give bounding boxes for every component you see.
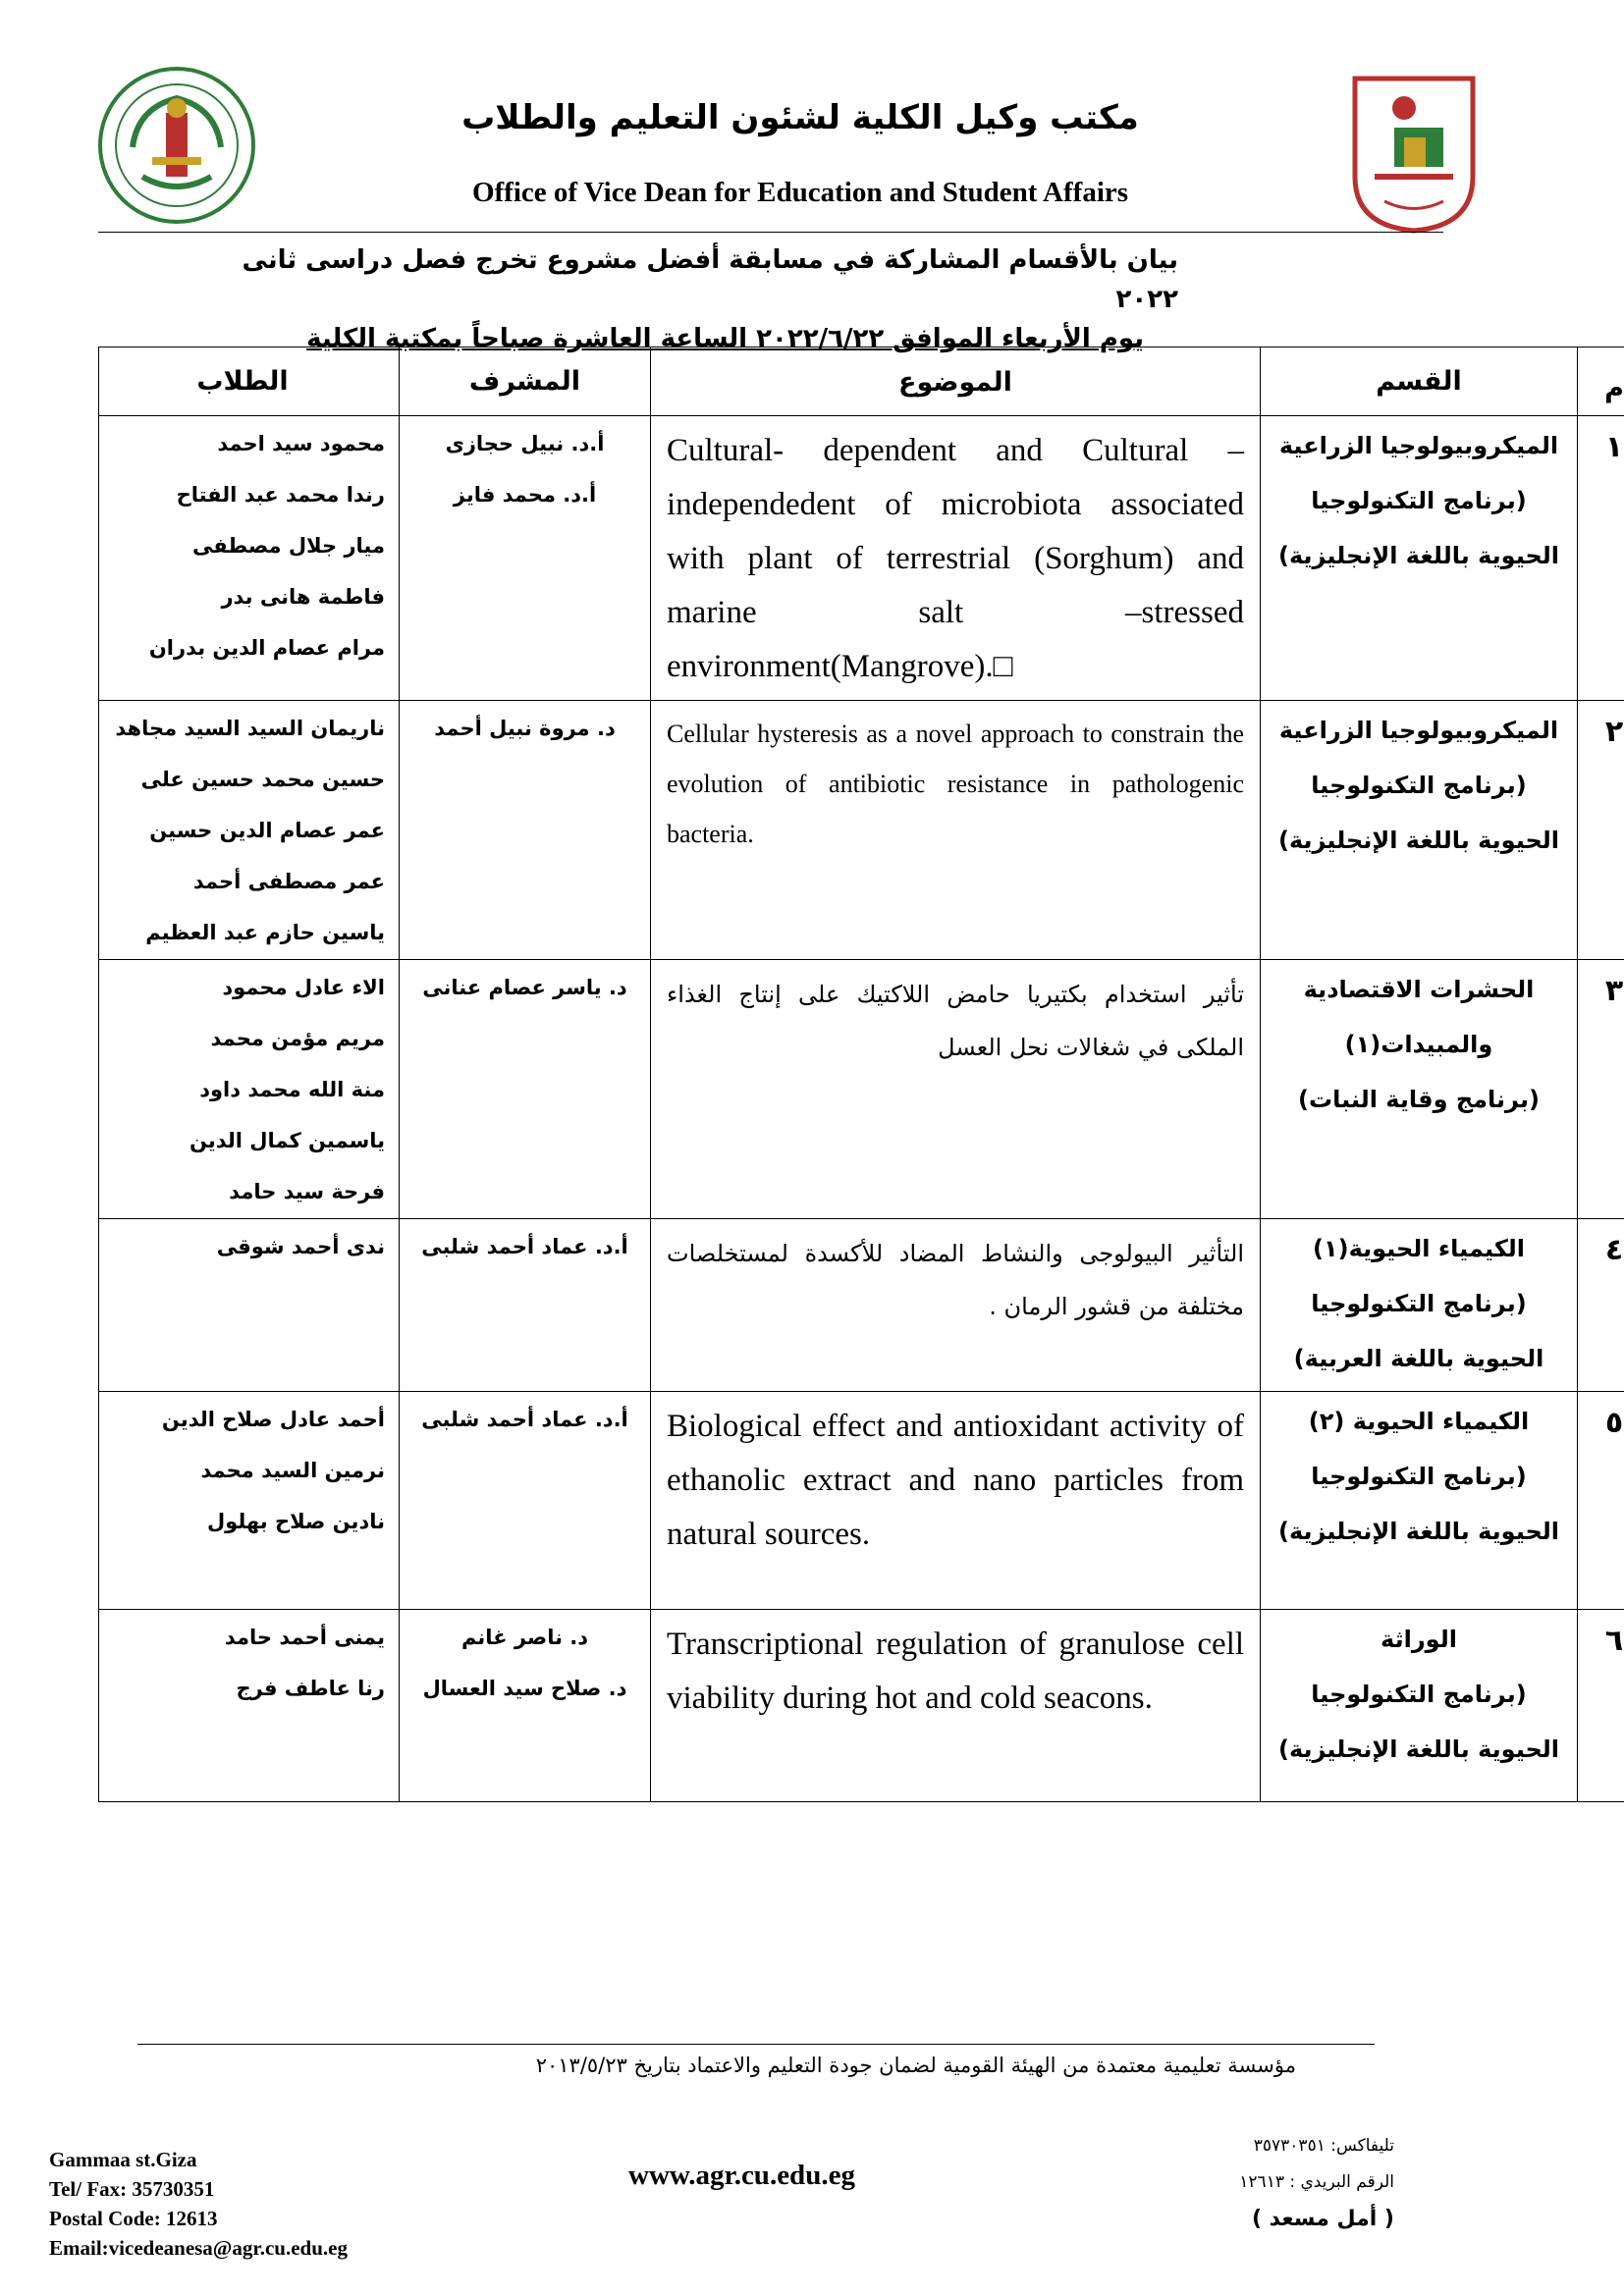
student-name: حسين محمد حسين على [140, 768, 385, 791]
header-divider [98, 232, 1443, 233]
table-row [99, 1610, 1624, 1802]
dept-line: الحيوية باللغة الإنجليزية) [1277, 827, 1560, 854]
row-supervisors [400, 701, 651, 960]
row-dept [1261, 1610, 1578, 1802]
row-num: ١ [1578, 416, 1624, 701]
dept-line: (برنامج التكنولوجيا [1311, 1463, 1527, 1490]
table-row [99, 416, 1624, 701]
dept-line: الحيوية باللغة الإنجليزية) [1277, 1735, 1560, 1763]
dept-line: والمبيدات(١) [1344, 1031, 1493, 1058]
supervisor-name: أ.د. محمد فايز [453, 483, 597, 507]
student-name: عمر مصطفى أحمد [192, 870, 385, 893]
email-line: Email:vicedeanesa@agr.cu.edu.eg [49, 2236, 348, 2260]
telefax-arabic: تليفاكس: ٣٥٧٣٠٣٥١ [1253, 2136, 1394, 2156]
row-num: ٢ [1578, 701, 1624, 960]
footer-divider [137, 2044, 1375, 2045]
office-title-english: Office of Vice Dean for Education and Student Affairs [471, 177, 1129, 208]
statement-title [196, 240, 1178, 358]
row-dept [1261, 701, 1578, 960]
table-row [99, 701, 1624, 960]
student-name: محمود سيد احمد [217, 432, 385, 455]
supervisor-name: د. صلاح سيد العسال [422, 1677, 627, 1700]
header-topic: الموضوع [651, 347, 1261, 416]
supervisor-name: أ.د. نبيل حجازى [445, 432, 605, 455]
table-row [99, 1392, 1624, 1610]
row-topic [651, 1392, 1261, 1610]
student-name: نرمين السيد محمد [200, 1459, 385, 1482]
topic-text: Cellular hysteresis as a novel approach to constrain the evolution of antibiotic resistance in pathologenic bacteria. [667, 720, 1244, 848]
student-name: مريم مؤمن محمد [210, 1027, 385, 1050]
dept-line: الحشرات الاقتصادية [1303, 976, 1535, 1003]
dept-line: (برنامج وقاية النبات) [1298, 1086, 1540, 1113]
supervisor-name: د. ياسر عصام عنانى [422, 976, 627, 999]
student-name: ميار جلال مصطفى [192, 534, 385, 558]
statement-title-line2: يوم الأربعاء الموافق ٢٠٢٢/٦/٢٢ الساعة العاشرة صباحاً بمكتبة الكلية [306, 324, 1144, 353]
dept-line: الحيوية باللغة الإنجليزية) [1277, 542, 1560, 569]
cairo-university-logo [1345, 69, 1483, 236]
dept-line: الحيوية باللغة العربية) [1293, 1345, 1544, 1372]
table-row [99, 1219, 1624, 1392]
faculty-of-agriculture-logo [93, 59, 260, 231]
office-title-arabic: مكتب وكيل الكلية لشئون التعليم والطلاب [461, 98, 1139, 137]
row-topic [651, 1610, 1261, 1802]
row-num: ٦ [1578, 1610, 1624, 1802]
student-name: رنا عاطف فرج [236, 1677, 385, 1700]
student-name: عمر عصام الدين حسين [149, 819, 385, 842]
postal-code-arabic: الرقم البريدي : ١٢٦١٣ [1239, 2172, 1394, 2192]
statement-title-line1: بيان بالأقسام المشاركة في مسابقة أفضل مشروع تخرج فصل دراسى ثانى ٢٠٢٢ [242, 245, 1178, 314]
row-students [99, 960, 400, 1219]
postal-code-line: Postal Code: 12613 [49, 2207, 218, 2230]
topic-text: Transcriptional regulation of granulose cell viability during hot and cold seacons. [667, 1627, 1244, 1716]
student-name: ياسمين كمال الدين [189, 1129, 385, 1152]
dept-line: (برنامج التكنولوجيا [1311, 487, 1527, 514]
dept-line: الوراثة [1380, 1626, 1457, 1653]
dept-line: (برنامج التكنولوجيا [1311, 772, 1527, 799]
row-topic [651, 1219, 1261, 1392]
topic-text: تأثير استخدام بكتيريا حامض اللاكتيك على إنتاج الغذاء الملكى في شغالات نحل العسل [667, 981, 1244, 1061]
supervisor-name: د. مروة نبيل أحمد [434, 717, 616, 740]
topic-text: Cultural- dependent and Cultural – independedent of microbiota associated with plant of terrestrial (Sorghum) and marine salt –stressed environment(Mangrove).□ [667, 433, 1244, 684]
row-topic [651, 416, 1261, 701]
dept-line: الحيوية باللغة الإنجليزية) [1277, 1518, 1560, 1545]
topic-text: التأثير البيولوجى والنشاط المضاد للأكسدة لمستخلصات مختلفة من قشور الرمان . [667, 1240, 1244, 1320]
student-name: الاء عادل محمود [222, 976, 385, 999]
row-students [99, 1392, 400, 1610]
dept-line: الميكروبيولوجيا الزراعية [1278, 432, 1559, 459]
row-dept [1261, 960, 1578, 1219]
topic-text: Biological effect and antioxidant activity of ethanolic extract and nano particles from natural sources. [667, 1409, 1244, 1552]
row-num: ٥ [1578, 1392, 1624, 1610]
row-num: ٤ [1578, 1219, 1624, 1392]
row-supervisors [400, 1610, 651, 1802]
dept-line: الميكروبيولوجيا الزراعية [1278, 717, 1559, 744]
supervisor-name: أ.د. عماد أحمد شلبى [421, 1235, 628, 1258]
row-topic [651, 960, 1261, 1219]
website-link[interactable]: www.agr.cu.edu.eg [628, 2160, 855, 2191]
dept-line: (برنامج التكنولوجيا [1311, 1290, 1527, 1317]
signature-name: ( أمل مسعد ) [1251, 2207, 1394, 2231]
row-students [99, 1610, 400, 1802]
header-students: الطلاب [99, 347, 400, 416]
row-dept [1261, 1392, 1578, 1610]
student-name: فاطمة هانى بدر [221, 585, 385, 609]
row-supervisors [400, 416, 651, 701]
header-supervisor: المشرف [400, 347, 651, 416]
student-name: ندى أحمد شوقى [216, 1235, 385, 1258]
contact-info-english [49, 2145, 348, 2263]
row-supervisors [400, 1392, 651, 1610]
dept-line: (برنامج التكنولوجيا [1311, 1681, 1527, 1708]
row-students [99, 701, 400, 960]
dept-line: الكيمياء الحيوية (٢) [1308, 1408, 1530, 1435]
table-row [99, 960, 1624, 1219]
dept-line: الكيمياء الحيوية(١) [1312, 1235, 1526, 1262]
row-students [99, 416, 400, 701]
contact-info-arabic [1159, 2128, 1394, 2237]
address-line: Gammaa st.Giza [49, 2148, 197, 2171]
student-name: ياسين حازم عبد العظيم [145, 921, 385, 944]
row-dept [1261, 416, 1578, 701]
supervisor-name: أ.د. عماد أحمد شلبى [421, 1408, 628, 1431]
accreditation-statement: مؤسسة تعليمية معتمدة من الهيئة القومية لضمان جودة التعليم والاعتماد بتاريخ ٢٠١٣/٥/٢٣ [535, 2054, 1296, 2077]
projects-table [98, 347, 1624, 1802]
row-supervisors [400, 1219, 651, 1392]
student-name: فرحة سيد حامد [229, 1180, 385, 1203]
row-students [99, 1219, 400, 1392]
row-num: ٣ [1578, 960, 1624, 1219]
row-dept [1261, 1219, 1578, 1392]
tel-fax-line: Tel/ Fax: 35730351 [49, 2177, 215, 2201]
student-name: مرام عصام الدين بدران [148, 636, 385, 660]
student-name: يمنى أحمد حامد [224, 1626, 385, 1649]
student-name: أحمد عادل صلاح الدين [161, 1408, 385, 1431]
header-dept: القسم [1261, 347, 1578, 416]
header-num: م [1578, 347, 1624, 416]
student-name: رندا محمد عبد الفتاح [176, 483, 385, 507]
student-name: ناريمان السيد السيد مجاهد [115, 717, 385, 740]
table-header-row [99, 347, 1624, 416]
student-name: منة الله محمد داود [199, 1078, 385, 1101]
row-topic [651, 701, 1261, 960]
student-name: نادين صلاح بهلول [206, 1510, 385, 1533]
row-supervisors [400, 960, 651, 1219]
supervisor-name: د. ناصر غانم [460, 1626, 589, 1649]
